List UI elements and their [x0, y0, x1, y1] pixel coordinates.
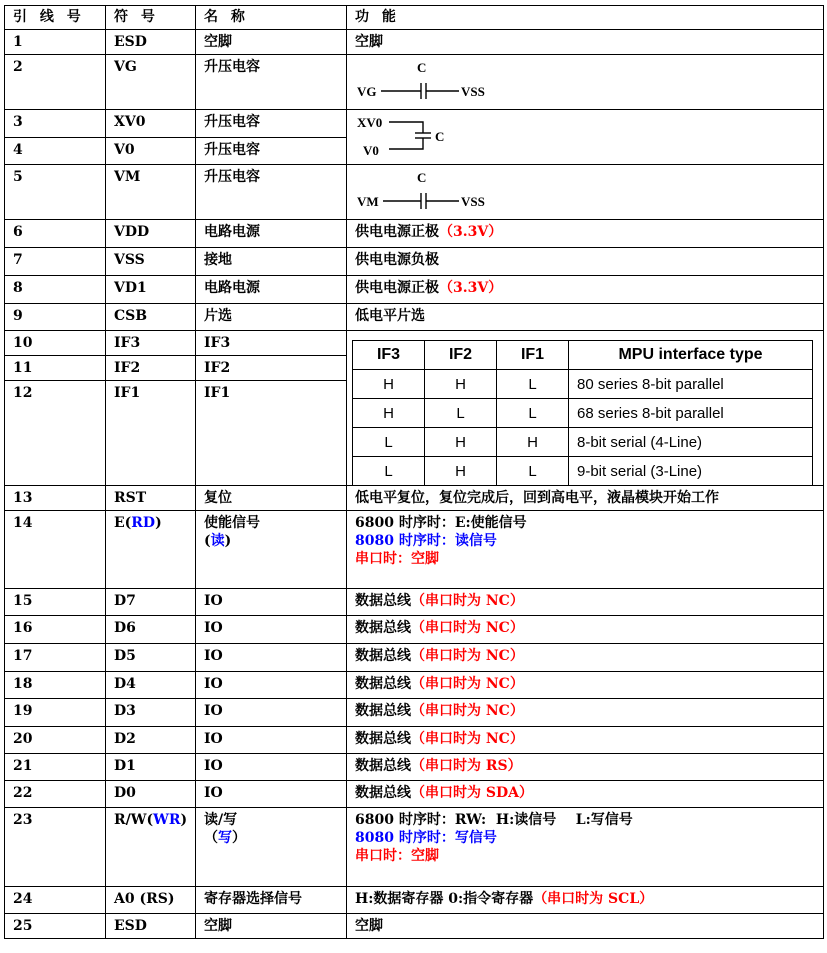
function-note: （串口时为 NC） — [411, 593, 524, 609]
table-row — [5, 55, 824, 110]
pin-symbol: VM — [106, 165, 196, 220]
pin-name — [196, 511, 347, 589]
pin-name: IO — [196, 727, 347, 754]
mpu-interface-table-wrap — [352, 340, 812, 486]
table-row — [5, 304, 824, 331]
mpu-cell: L — [353, 457, 425, 486]
pin-number: 19 — [5, 699, 106, 727]
pin-symbol: ESD — [106, 30, 196, 55]
pin-function — [347, 276, 824, 304]
mpu-interface-table — [352, 340, 813, 486]
mpu-header-row — [353, 341, 813, 370]
function-line-8080: 8080 时序时：写信号 — [355, 830, 497, 846]
pin-function — [347, 589, 824, 616]
function-note: （串口时为 NC） — [411, 676, 524, 692]
pin-symbol: VDD — [106, 220, 196, 248]
name-line: 使能信号 — [204, 515, 260, 531]
mpu-row — [353, 457, 813, 486]
pin-number: 10 — [5, 331, 106, 356]
terminal-vss: VSS — [461, 194, 485, 209]
mpu-cell: H — [497, 428, 569, 457]
table-row — [5, 727, 824, 754]
pin-symbol: D5 — [106, 644, 196, 672]
name-paren: ( — [204, 533, 211, 549]
name-paren: （ — [204, 830, 218, 846]
cap-label: C — [417, 170, 427, 185]
pin-symbol: IF3 — [106, 331, 196, 356]
table-row — [5, 754, 824, 781]
pin-function: 空脚 — [347, 30, 824, 55]
pin-function — [347, 672, 824, 699]
symbol-suffix: ) — [155, 515, 162, 531]
pin-symbol: VG — [106, 55, 196, 110]
pin-symbol — [106, 511, 196, 589]
pin-number: 14 — [5, 511, 106, 589]
pin-name: IF3 — [196, 331, 347, 356]
symbol-suffix: ) — [180, 812, 188, 828]
cap-label: C — [417, 60, 427, 75]
mpu-row — [353, 399, 813, 428]
name-paren: ） — [232, 830, 246, 846]
function-note: （串口时为 RS） — [411, 758, 522, 774]
table-row — [5, 165, 824, 220]
function-text: 数据总线 — [355, 648, 411, 664]
pin-name: 升压电容 — [196, 165, 347, 220]
pin-symbol: ESD — [106, 914, 196, 939]
function-line-serial: 串口时：空脚 — [355, 848, 439, 864]
terminal-vg: VG — [357, 84, 377, 99]
pin-number: 22 — [5, 781, 106, 808]
mpu-cell: H — [353, 370, 425, 399]
pin-number: 15 — [5, 589, 106, 616]
pin-number: 6 — [5, 220, 106, 248]
table-row — [5, 808, 824, 887]
pin-name — [196, 808, 347, 887]
pin-function — [347, 644, 824, 672]
pin-symbol: D3 — [106, 699, 196, 727]
pin-function — [347, 220, 824, 248]
function-note: （串口时为 NC） — [411, 648, 524, 664]
pin-number: 25 — [5, 914, 106, 939]
pin-function — [347, 616, 824, 644]
function-text: 数据总线 — [355, 676, 411, 692]
pin-name: IO — [196, 589, 347, 616]
pin-number: 12 — [5, 381, 106, 486]
table-row — [5, 644, 824, 672]
mpu-cell: L — [497, 457, 569, 486]
terminal-xv0: XV0 — [357, 115, 383, 130]
pin-name: 电路电源 — [196, 220, 347, 248]
mpu-cell: L — [497, 399, 569, 428]
terminal-v0: V0 — [363, 143, 379, 158]
function-line-8080: 8080 时序时：读信号 — [355, 533, 497, 549]
function-text: 供电电源正极 — [355, 224, 439, 240]
pin-name: 片选 — [196, 304, 347, 331]
pin-number: 13 — [5, 486, 106, 511]
function-text: 供电电源正极 — [355, 280, 439, 296]
pin-name: 升压电容 — [196, 137, 347, 165]
pin-name: 电路电源 — [196, 276, 347, 304]
pin-name: 升压电容 — [196, 110, 347, 138]
mpu-header-if1: IF1 — [497, 341, 569, 370]
mpu-row — [353, 370, 813, 399]
mpu-header-if2: IF2 — [425, 341, 497, 370]
function-note: （串口时为 NC） — [411, 703, 524, 719]
mpu-cell: L — [353, 428, 425, 457]
mpu-cell: 8-bit serial (4-Line) — [569, 428, 813, 457]
pin-function — [347, 887, 824, 914]
pin-number: 5 — [5, 165, 106, 220]
pin-function — [347, 110, 824, 165]
pin-name: 空脚 — [196, 914, 347, 939]
pin-symbol: D4 — [106, 672, 196, 699]
function-text: 数据总线 — [355, 620, 411, 636]
pin-name: 复位 — [196, 486, 347, 511]
pin-function — [347, 699, 824, 727]
pin-function — [347, 165, 824, 220]
pin-function — [347, 511, 824, 589]
mpu-cell: 68 series 8-bit parallel — [569, 399, 813, 428]
pin-number: 1 — [5, 30, 106, 55]
function-text: 数据总线 — [355, 758, 411, 774]
pin-number: 16 — [5, 616, 106, 644]
mpu-cell: H — [353, 399, 425, 428]
pin-name: IO — [196, 644, 347, 672]
table-row — [5, 672, 824, 699]
table-row — [5, 511, 824, 589]
mpu-cell: L — [425, 399, 497, 428]
mpu-header-if3: IF3 — [353, 341, 425, 370]
name-highlight: 读 — [210, 533, 225, 549]
pin-number: 7 — [5, 248, 106, 276]
pin-symbol: RST — [106, 486, 196, 511]
table-row — [5, 699, 824, 727]
pin-symbol: D7 — [106, 589, 196, 616]
name-line: 读/写 — [204, 812, 238, 828]
function-text: 数据总线 — [355, 703, 411, 719]
table-row — [5, 589, 824, 616]
pin-function: 空脚 — [347, 914, 824, 939]
name-paren: ) — [224, 533, 232, 549]
mpu-cell: 9-bit serial (3-Line) — [569, 457, 813, 486]
pin-name: 升压电容 — [196, 55, 347, 110]
table-row — [5, 248, 824, 276]
pin-symbol — [106, 808, 196, 887]
cap-label: C — [435, 129, 445, 144]
table-row — [5, 110, 824, 138]
header-symbol: 符 号 — [106, 6, 196, 30]
table-row — [5, 486, 824, 511]
pin-symbol: V0 — [106, 137, 196, 165]
function-text: 数据总线 — [355, 593, 411, 609]
function-note: （串口时为 SDA） — [411, 785, 533, 801]
mpu-header-type: MPU interface type — [569, 341, 813, 370]
pin-name: IO — [196, 672, 347, 699]
pin-function — [347, 754, 824, 781]
terminal-vss: VSS — [461, 84, 485, 99]
xv0-capacitor-diagram — [355, 113, 515, 159]
function-text: 数据总线 — [355, 731, 411, 747]
table-row — [5, 781, 824, 808]
pin-name: IO — [196, 616, 347, 644]
pin-name: IO — [196, 781, 347, 808]
function-line-6800: 6800 时序时：RW: H:读信号 L:写信号 — [355, 812, 633, 828]
function-text: H:数据寄存器 0:指令寄存器 — [355, 891, 534, 907]
pin-symbol: IF1 — [106, 381, 196, 486]
pin-name: IF1 — [196, 381, 347, 486]
function-note: （串口时为 SCL） — [533, 891, 654, 907]
header-function: 功 能 — [347, 6, 824, 30]
table-row — [5, 914, 824, 939]
symbol-prefix: E( — [114, 515, 132, 531]
pin-number: 21 — [5, 754, 106, 781]
header-pin: 引 线 号 — [5, 6, 106, 30]
pin-number: 3 — [5, 110, 106, 138]
pin-number: 2 — [5, 55, 106, 110]
pin-number: 24 — [5, 887, 106, 914]
pin-number: 20 — [5, 727, 106, 754]
symbol-prefix: R/W( — [114, 812, 154, 828]
pin-symbol: D2 — [106, 727, 196, 754]
vm-capacitor-diagram — [355, 168, 515, 214]
terminal-vm: VM — [357, 194, 379, 209]
pin-name: IO — [196, 699, 347, 727]
pin-symbol: A0 (RS) — [106, 887, 196, 914]
pin-number: 8 — [5, 276, 106, 304]
function-note: （串口时为 NC） — [411, 731, 524, 747]
symbol-highlight: WR — [153, 812, 181, 828]
pin-symbol: CSB — [106, 304, 196, 331]
pin-name: 空脚 — [196, 30, 347, 55]
pin-symbol: XV0 — [106, 110, 196, 138]
table-row — [5, 887, 824, 914]
pin-symbol: VD1 — [106, 276, 196, 304]
pin-symbol: D1 — [106, 754, 196, 781]
pin-function — [347, 781, 824, 808]
pin-number: 23 — [5, 808, 106, 887]
vg-capacitor-diagram — [355, 58, 515, 104]
pin-number: 11 — [5, 356, 106, 381]
header-row — [5, 6, 824, 30]
pin-function: 低电平复位，复位完成后，回到高电平，液晶模块开始工作 — [347, 486, 824, 511]
table-row — [5, 220, 824, 248]
table-row — [5, 30, 824, 55]
mpu-cell: H — [425, 370, 497, 399]
header-name: 名 称 — [196, 6, 347, 30]
pin-function — [347, 55, 824, 110]
pin-symbol: VSS — [106, 248, 196, 276]
pin-name: IF2 — [196, 356, 347, 381]
pin-function: 供电电源负极 — [347, 248, 824, 276]
symbol-highlight: RD — [131, 515, 156, 531]
name-highlight: 写 — [218, 830, 232, 846]
function-note: （3.3V） — [439, 224, 503, 240]
function-line-6800: 6800 时序时：E:使能信号 — [355, 515, 527, 531]
pin-number: 4 — [5, 137, 106, 165]
pin-name: IO — [196, 754, 347, 781]
function-text: 数据总线 — [355, 785, 411, 801]
mpu-cell: H — [425, 428, 497, 457]
pin-symbol: IF2 — [106, 356, 196, 381]
table-row — [5, 616, 824, 644]
table-row — [5, 276, 824, 304]
mpu-cell: 80 series 8-bit parallel — [569, 370, 813, 399]
mpu-cell: L — [497, 370, 569, 399]
mpu-cell: H — [425, 457, 497, 486]
pin-number: 9 — [5, 304, 106, 331]
mpu-row — [353, 428, 813, 457]
pin-number: 18 — [5, 672, 106, 699]
function-note: （3.3V） — [439, 280, 503, 296]
pin-symbol: D0 — [106, 781, 196, 808]
function-line-serial: 串口时：空脚 — [355, 551, 439, 567]
pin-name: 寄存器选择信号 — [196, 887, 347, 914]
pin-function — [347, 808, 824, 887]
name-line-2 — [204, 829, 340, 847]
pin-number: 17 — [5, 644, 106, 672]
function-note: （串口时为 NC） — [411, 620, 524, 636]
pin-name: 接地 — [196, 248, 347, 276]
pin-symbol: D6 — [106, 616, 196, 644]
name-line-2 — [204, 532, 340, 550]
pin-function — [347, 727, 824, 754]
pin-function: 低电平片选 — [347, 304, 824, 331]
